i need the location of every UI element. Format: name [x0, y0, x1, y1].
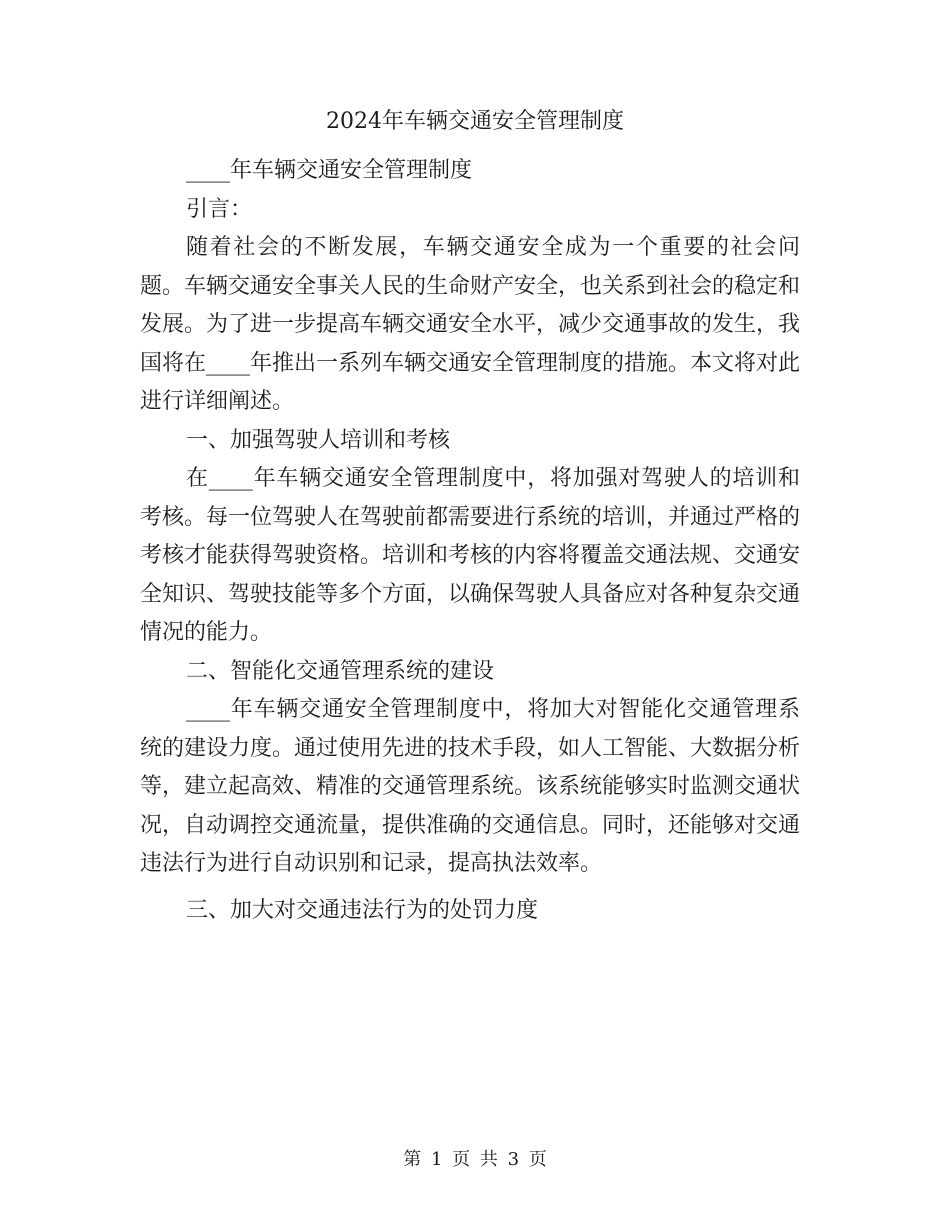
section-heading-2: 二、智能化交通管理系统的建设 [186, 658, 495, 684]
subtitle-paragraph: ____年车辆交通安全管理制度 [186, 158, 473, 183]
section-heading-1: 一、加强驾驶人培训和考核 [186, 427, 451, 453]
intro-heading: 引言： [186, 196, 253, 222]
section-paragraph-2: ____年车辆交通安全管理制度中，将加大对智能化交通管理系统的建设力度。通过使用先进的技术手段，如人工智能、大数据分析等，建立起高效、精准的交通管理系统。该系统能够实时监测交通状况，自动调控交通流量，提供准确的交通信息。同时，还能够对交通违法行为进行自动识别和记录，提高执法效率。 [140, 697, 801, 876]
page-footer: 第 1 页 共 3 页 [403, 1149, 547, 1170]
intro-paragraph: 随着社会的不断发展，车辆交通安全成为一个重要的社会问题。车辆交通安全事关人民的生命财产安全，也关系到社会的稳定和发展。为了进一步提高车辆交通安全水平，减少交通事故的发生，我国将在____年推出一系列车辆交通安全管理制度的措施。本文将对此进行详细阐述。 [140, 235, 801, 414]
document-title: 2024年车辆交通安全管理制度 [326, 109, 624, 134]
section-heading-3: 三、加大对交通违法行为的处罚力度 [186, 897, 539, 923]
document-body [140, 152, 800, 930]
section-paragraph-1: 在____年车辆交通安全管理制度中，将加强对驾驶人的培训和考核。每一位驾驶人在驾驶前都需要进行系统的培训，并通过严格的考核才能获得驾驶资格。培训和考核的内容将覆盖交通法规、交通安全知识、驾驶技能等多个方面，以确保驾驶人具备应对各种复杂交通情况的能力。 [140, 466, 801, 645]
